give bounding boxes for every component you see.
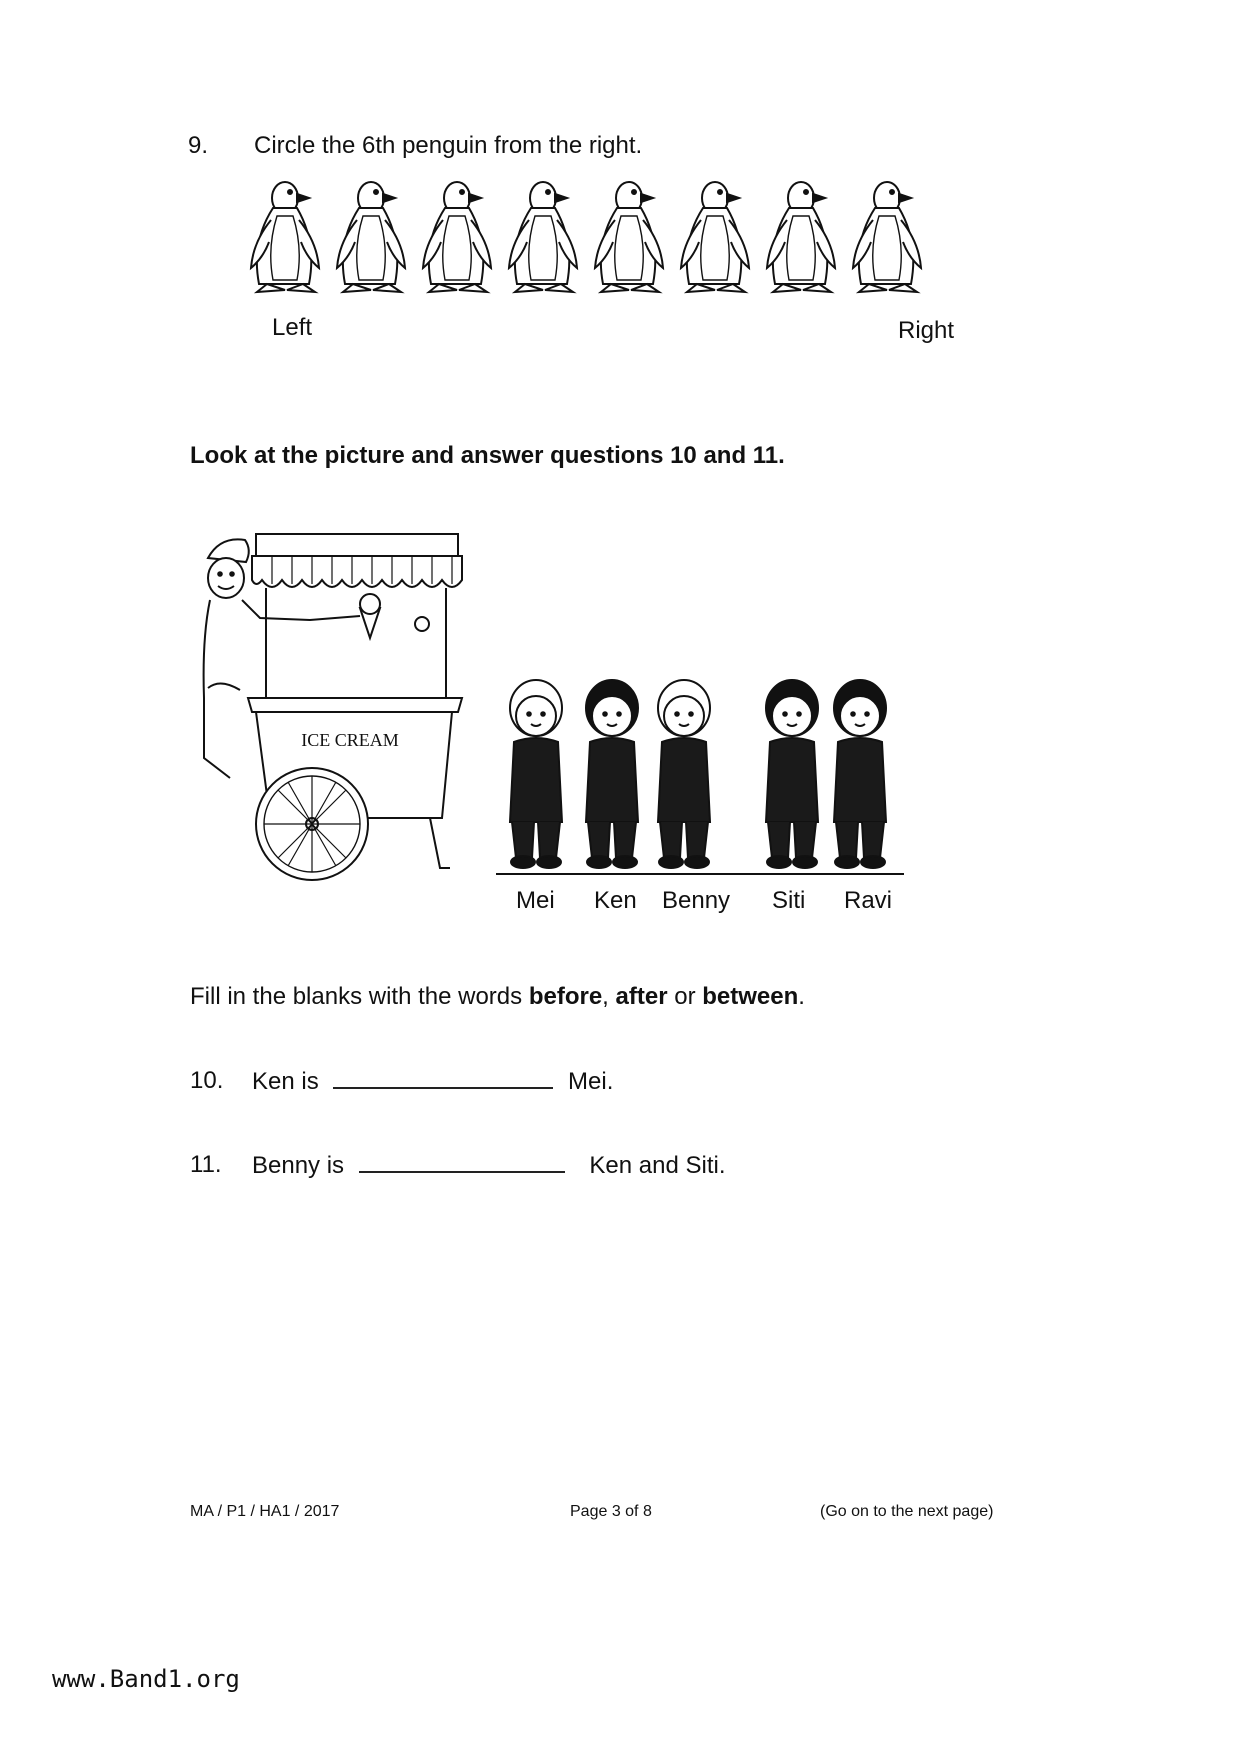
instruction: Look at the picture and answer questions 10 and 11. <box>190 442 785 469</box>
child-name-ravi: Ravi <box>844 887 893 914</box>
cart-wheel-icon <box>256 768 368 880</box>
footer-page-number: Page 3 of 8 <box>570 1503 652 1520</box>
q9-number: 9. <box>188 132 209 159</box>
child-figure-benny <box>658 680 710 868</box>
q10-answer-blank[interactable] <box>333 1067 553 1089</box>
cart-sign: ICE CREAM <box>301 730 399 750</box>
penguin-6[interactable] <box>681 182 749 292</box>
penguin-4[interactable] <box>509 182 577 292</box>
q11-before: Benny is <box>252 1152 345 1179</box>
q11-after: Ken and Siti. <box>589 1152 726 1179</box>
footer-next-page: (Go on to the next page) <box>820 1503 994 1520</box>
q10-before: Ken is <box>252 1068 319 1095</box>
child-name-mei: Mei <box>516 887 555 914</box>
child-figure-siti <box>766 680 818 868</box>
children-queue-illustration <box>492 662 912 892</box>
q10-after: Mei. <box>568 1068 614 1095</box>
penguin-5[interactable] <box>595 182 663 292</box>
q11-number: 11. <box>190 1151 222 1178</box>
child-figure-ravi <box>834 680 886 868</box>
child-name-benny: Benny <box>662 887 731 914</box>
q10-number: 10. <box>190 1067 224 1094</box>
fill-in-lead: Fill in the blanks with the words <box>190 983 529 1010</box>
penguin-row <box>245 172 945 312</box>
child-name-ken: Ken <box>594 887 637 914</box>
fill-in-sep1: , <box>602 983 616 1010</box>
ice-cream-cart-illustration <box>200 528 480 888</box>
website-watermark: www.Band1.org <box>52 1665 240 1693</box>
penguin-3[interactable] <box>423 182 491 292</box>
child-figure-ken <box>586 680 638 868</box>
q10-line <box>252 1067 613 1096</box>
child-figure-mei <box>510 680 562 868</box>
penguin-1[interactable] <box>251 182 319 292</box>
word-before: before <box>528 983 603 1010</box>
left-label: Left <box>272 314 313 341</box>
penguin-7[interactable] <box>767 182 835 292</box>
right-label: Right <box>898 317 955 344</box>
q9-prompt: Circle the 6th penguin from the right. <box>254 132 643 159</box>
child-name-siti: Siti <box>772 887 806 914</box>
footer-code: MA / P1 / HA1 / 2017 <box>190 1503 340 1520</box>
penguin-8[interactable] <box>853 182 921 292</box>
word-between: between <box>702 983 799 1010</box>
q11-answer-blank[interactable] <box>359 1151 565 1173</box>
fill-in-sep2: or <box>667 983 703 1010</box>
penguin-2[interactable] <box>337 182 405 292</box>
q11-line <box>252 1151 726 1180</box>
cart-canopy <box>252 534 462 587</box>
word-after: after <box>615 983 668 1010</box>
fill-in-end: . <box>798 983 805 1010</box>
fill-in-instruction <box>190 983 805 1011</box>
